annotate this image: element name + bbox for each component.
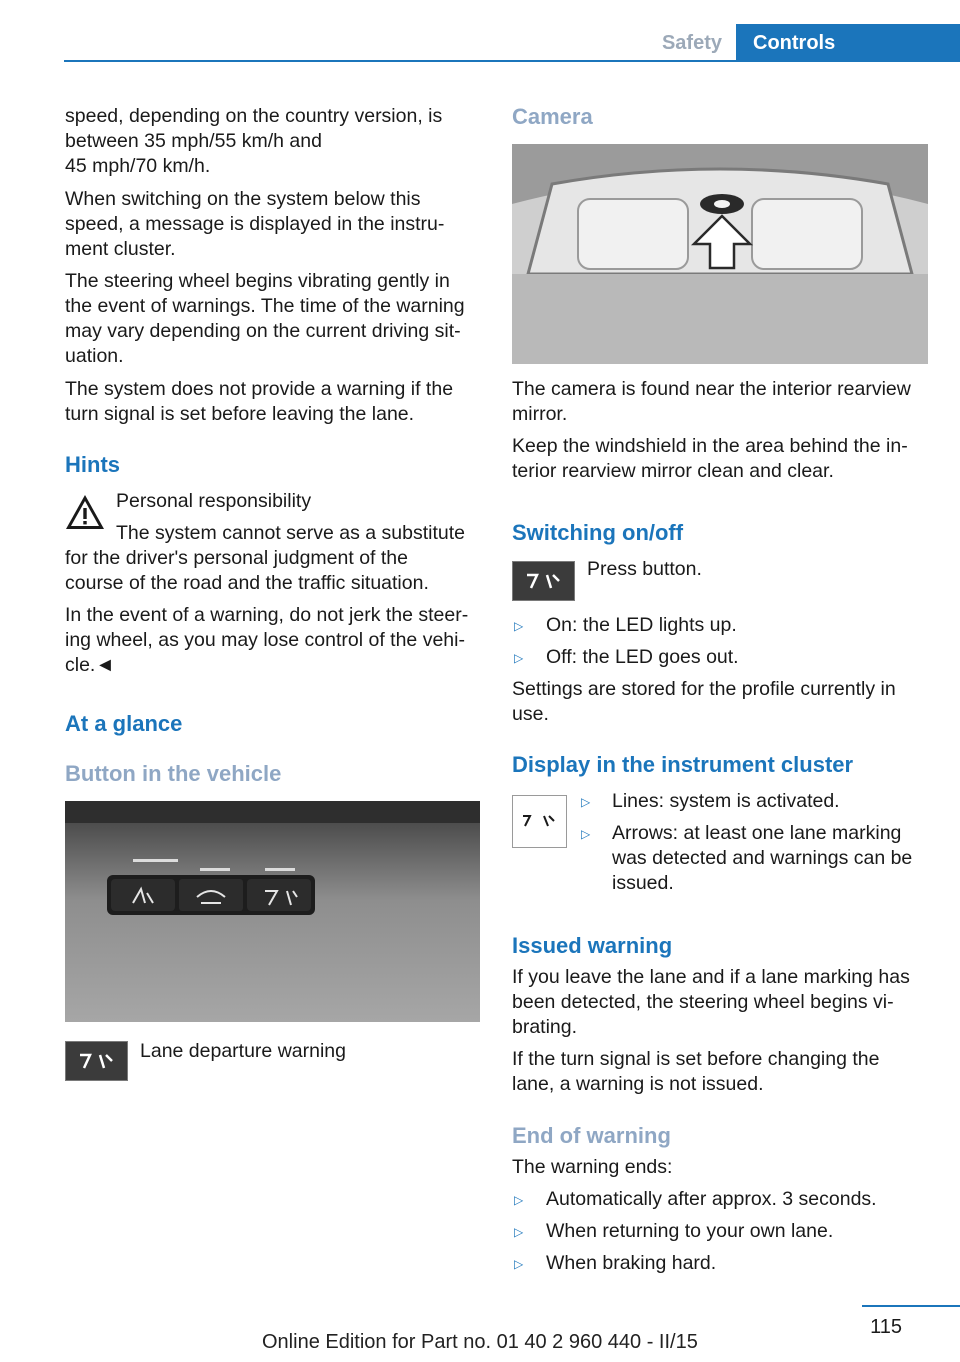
warning-text-jerk: In the event of a warning, do not jerk the steer- ing wheel, as you may lose control of the vehi- cle.◄ — [65, 604, 469, 676]
lane-switch-button-icon — [512, 561, 575, 601]
issued-warning-paragraph: If you leave the lane and if a lane marking has been detected, the steering wheel begins vi- brating. — [512, 966, 910, 1038]
camera-location-paragraph: The camera is found near the interior rearview mirror. — [512, 378, 911, 425]
bullet-icon: ▷ — [581, 795, 591, 809]
bullet-icon: ▷ — [514, 1225, 524, 1239]
bullet-icon: ▷ — [581, 827, 591, 841]
paragraph-turn-signal: The system does not provide a warning if the turn signal is set before leaving the lane. — [65, 378, 454, 425]
warning-text-line1: The system cannot serve as a substitute — [116, 522, 466, 544]
at-a-glance-heading: At a glance — [65, 711, 183, 736]
switch-item-off: Off: the LED goes out. — [546, 646, 739, 668]
button-in-vehicle-heading: Button in the vehicle — [65, 761, 282, 786]
bullet-icon: ▷ — [514, 619, 524, 633]
cluster-lines-icon — [512, 795, 567, 848]
end-item-braking: When braking hard. — [546, 1252, 717, 1274]
end-of-warning-heading: End of warning — [512, 1123, 671, 1148]
lane-departure-caption: Lane departure warning — [140, 1040, 346, 1062]
paragraph-below-speed: When switching on the system below this speed, a message is displayed in the instru- ment cluster. — [65, 188, 445, 260]
issued-warning-heading: Issued warning — [512, 933, 673, 958]
camera-interior-image — [512, 144, 928, 364]
turn-signal-paragraph: If the turn signal is set before changing the lane, a warning is not issued. — [512, 1048, 880, 1095]
press-button-text: Press button. — [587, 558, 702, 580]
header-rule — [64, 60, 960, 62]
button-panel-image — [65, 801, 480, 1022]
display-item-arrows: Arrows: at least one lane marking was detected and warnings can be issued. — [612, 822, 913, 894]
camera-heading: Camera — [512, 104, 593, 129]
camera-clean-paragraph: Keep the windshield in the area behind the in- terior rearview mirror clean and clear. — [512, 435, 908, 482]
bullet-icon: ▷ — [514, 1257, 524, 1271]
display-cluster-heading: Display in the instrument cluster — [512, 752, 854, 777]
switch-item-on: On: the LED lights up. — [546, 614, 737, 636]
end-item-auto: Automatically after approx. 3 seconds. — [546, 1188, 877, 1210]
intro-paragraph: speed, depending on the country version, is between 35 mph/55 km/h and 45 mph/70 km/h. — [65, 105, 443, 177]
warning-title: Personal responsibility — [116, 490, 312, 512]
warning-triangle-icon — [64, 492, 106, 532]
switching-heading: Switching on/off — [512, 520, 684, 545]
display-item-lines: Lines: system is activated. — [612, 790, 840, 812]
end-intro: The warning ends: — [512, 1156, 673, 1178]
paragraph-vibration: The steering wheel begins vibrating gently in the event of warnings. The time of the warning may vary depending on the current driving sit- uation. — [65, 270, 465, 367]
warning-text: for the driver's personal judgment of the course of the road and the traffic situation. — [65, 547, 429, 594]
end-item-lane: When returning to your own lane. — [546, 1220, 834, 1242]
footer-rule — [862, 1305, 960, 1307]
header-chapter-tab: Controls — [736, 24, 960, 62]
hints-heading: Hints — [65, 452, 120, 477]
bullet-icon: ▷ — [514, 1193, 524, 1207]
bullet-icon: ▷ — [514, 651, 524, 665]
page-number: 115 — [870, 1316, 902, 1338]
settings-paragraph: Settings are stored for the profile currently in use. — [512, 678, 896, 725]
header-section-tab: Safety — [661, 32, 722, 54]
lane-departure-button-icon — [65, 1041, 128, 1081]
edition-footer: Online Edition for Part no. 01 40 2 960 440 - II/15 — [262, 1331, 698, 1353]
